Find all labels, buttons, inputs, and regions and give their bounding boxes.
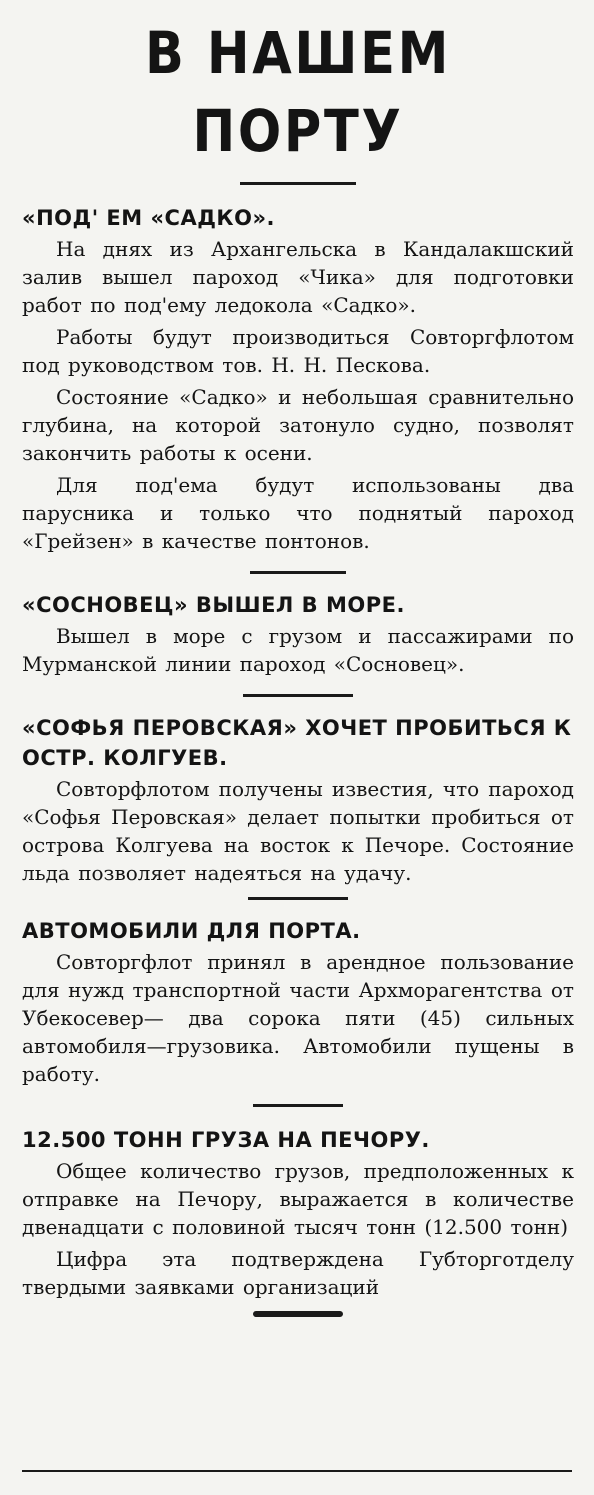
article-automobiles	[22, 916, 574, 1088]
article-paragraph: Вышел в море с грузом и пассажирами по Мурманской линии пароход «Сосновец».	[22, 624, 574, 676]
article-title: «ПОД' ЕМ «САДКО».	[22, 206, 275, 230]
article-divider	[253, 1104, 343, 1107]
article-paragraph: Совторгфлот принял в арендное пользование для нужд транспортной части Архморагентства от Убекосевер— два сорока пяти (45) сильных автомобиля—грузовика. Автомобили пущены в работу.	[22, 950, 574, 1086]
article-sosnovets	[22, 590, 574, 678]
article-sofya-perovskaya	[22, 713, 574, 887]
article-title: АВТОМОБИЛИ ДЛЯ ПОРТА.	[22, 919, 361, 943]
article-title: 12.500 ТОНН ГРУЗА НА ПЕЧОРУ.	[22, 1128, 430, 1152]
page-headline: В НАШЕМ ПОРТУ	[144, 19, 452, 165]
article-title: «СОСНОВЕЦ» ВЫШЕЛ В МОРЕ.	[22, 593, 405, 617]
article-divider	[250, 571, 346, 574]
page-bottom-rule	[22, 1470, 572, 1472]
article-paragraph: Для под'ема будут использованы два парусника и только что поднятый пароход «Грейзен» в качестве понтонов.	[22, 473, 574, 553]
article-pechora-cargo	[22, 1125, 574, 1301]
article-paragraph: На днях из Архангельска в Кандалакшский залив вышел пароход «Чика» для подготовки работ по под'ему ледокола «Садко».	[22, 237, 574, 317]
article-divider	[243, 694, 353, 697]
article-sadko	[22, 203, 574, 555]
closing-ornament	[253, 1311, 343, 1317]
article-paragraph: Работы будут производиться Совторгфлотом под руководством тов. Н. Н. Пескова.	[22, 325, 574, 377]
article-paragraph: Общее количество грузов, предположенных к отправке на Печору, выражается в количестве двенадцати с половиной тысяч тонн (12.500 тонн)	[22, 1159, 574, 1239]
article-divider	[248, 897, 348, 900]
article-paragraph: Состояние «Садко» и небольшая сравнительно глубина, на которой затонуло судно, позволят закончить работы к осени.	[22, 385, 574, 465]
article-paragraph: Цифра эта подтверждена Губторготделу твердыми заявками организаций	[22, 1247, 574, 1299]
headline-rule	[240, 182, 356, 185]
article-paragraph: Совторфлотом получены известия, что пароход «Софья Перовская» делает попытки пробиться от острова Колгуева на восток к Печоре. Состояние льда позволяет надеяться на удачу.	[22, 777, 574, 885]
article-title: «СОФЬЯ ПЕРОВСКАЯ» ХОЧЕТ ПРОБИТЬСЯ К ОСТР. КОЛГУЕВ.	[22, 716, 572, 770]
